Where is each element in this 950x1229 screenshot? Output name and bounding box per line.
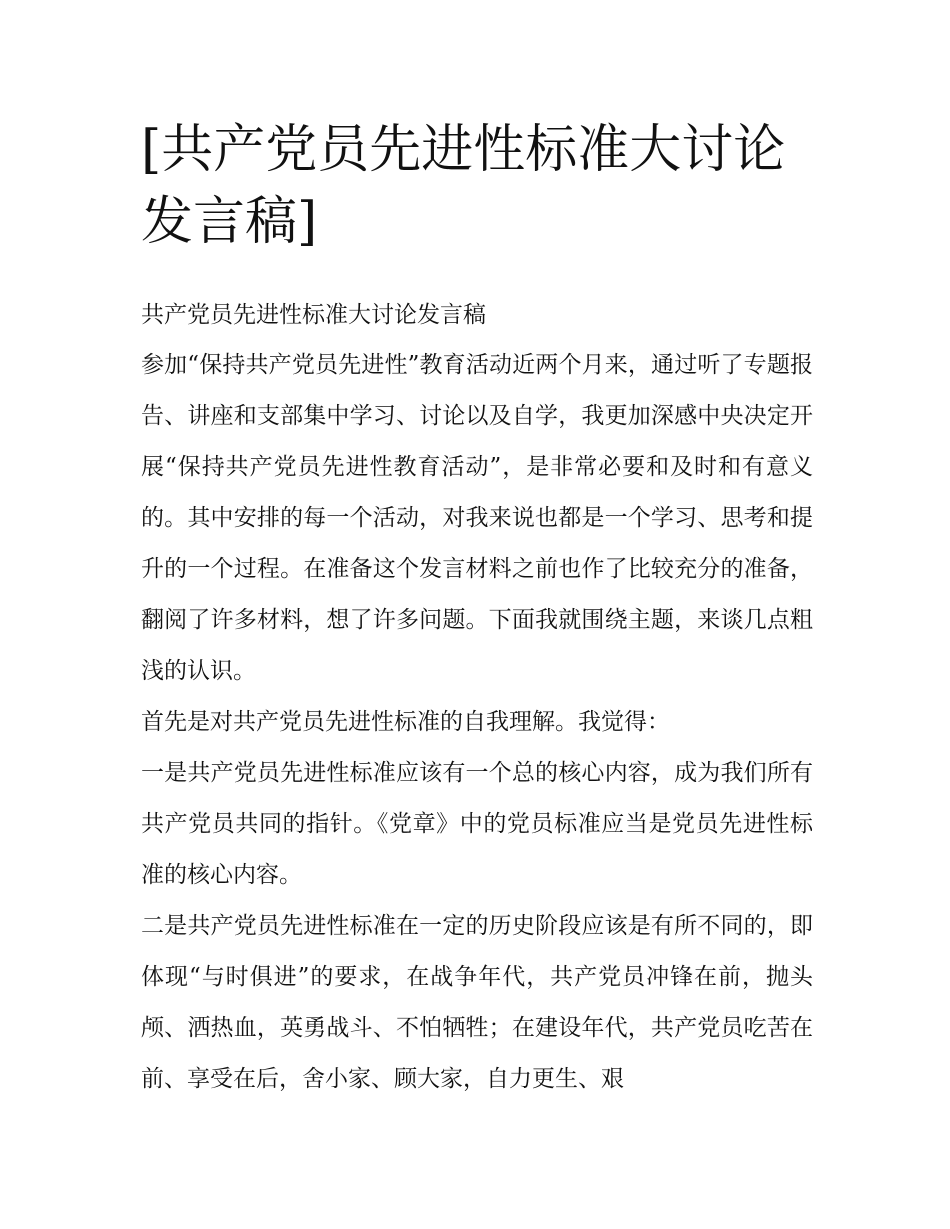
paragraph-point-two: 二是共产党员先进性标准在一定的历史阶段应该是有所不同的，即体现“与时俱进”的要求，在战争年代，共产党员冲锋在前，抛头颅、洒热血，英勇战斗、不怕牺牲；在建设年代，共产党员吃苦在前、享受在后，舍小家、顾大家，自力更生、艰 bbox=[141, 913, 813, 1092]
document-title: [共产党员先进性标准大讨论发言稿] bbox=[141, 120, 786, 252]
paragraph-understanding: 首先是对共产党员先进性标准的自我理解。我觉得： bbox=[141, 709, 670, 735]
paragraph-point-one: 一是共产党员先进性标准应该有一个总的核心内容，成为我们所有共产党员共同的指针。《党章》中的党员标准应当是党员先进性标准的核心内容。 bbox=[141, 760, 813, 888]
document-page bbox=[141, 0, 813, 1105]
document-subtitle: 共产党员先进性标准大讨论发言稿 bbox=[141, 302, 486, 328]
paragraph-intro: 参加“保持共产党员先进性”教育活动近两个月来，通过听了专题报告、讲座和支部集中学习、讨论以及自学，我更加深感中央决定开展“保持共产党员先进性教育活动”，是非常必要和及时和有意义的。其中安排的每一个活动，对我来说也都是一个学习、思考和提升的一个过程。在准备这个发言材料之前也作了比较充分的准备，翻阅了许多材料，想了许多问题。下面我就围绕主题，来谈几点粗浅的认识。 bbox=[141, 352, 813, 684]
